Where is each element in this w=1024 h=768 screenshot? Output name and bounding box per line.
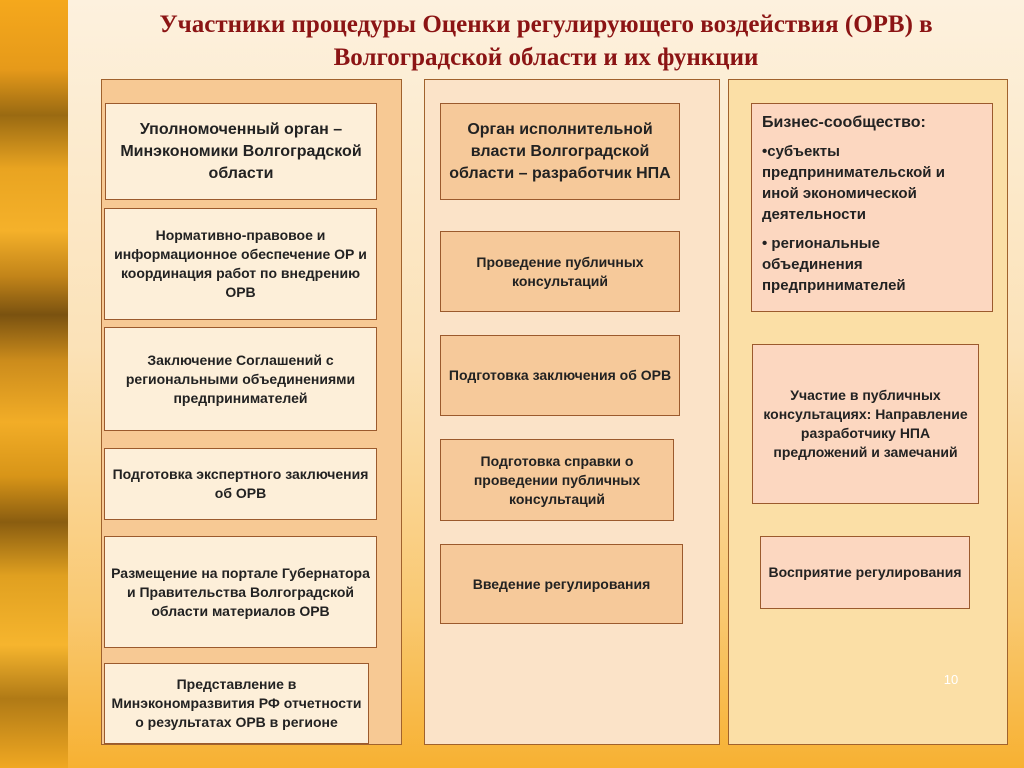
authorized-function-2: Заключение Соглашений с региональными объединениями предпринимателей <box>104 327 377 431</box>
authorized-function-3: Подготовка экспертного заключения об ОРВ <box>104 448 377 520</box>
business-community-header <box>751 103 993 312</box>
business-function-1: Участие в публичных консультациях: Направление разработчику НПА предложений и замечаний <box>752 344 979 504</box>
developer-function-4: Введение регулирования <box>440 544 683 624</box>
slide-title <box>68 8 1024 74</box>
authorized-body-header: Уполномоченный орган – Минэкономики Волгоградской области <box>105 103 377 200</box>
developer-function-1: Проведение публичных консультаций <box>440 231 680 312</box>
developer-header: Орган исполнительной власти Волгоградской области – разработчик НПА <box>440 103 680 200</box>
page-number: 10 <box>943 672 959 687</box>
developer-function-2: Подготовка заключения об ОРВ <box>440 335 680 416</box>
business-function-2: Восприятие регулирования <box>760 536 970 609</box>
business-community-title: Бизнес-сообщество: <box>762 114 926 131</box>
authorized-function-5: Представление в Минэкономразвития РФ отчетности о результатах ОРВ в регионе <box>104 663 369 744</box>
authorized-function-4: Размещение на портале Губернатора и Правительства Волгоградской области материалов ОРВ <box>104 536 377 648</box>
slide-title-line-2: Волгоградской области и их функции <box>333 44 759 71</box>
slide-title-line-1: Участники процедуры Оценки регулирующего воздействия (ОРВ) в <box>159 11 933 38</box>
developer-function-3: Подготовка справки о проведении публичных консультаций <box>440 439 674 521</box>
business-community-item: •субъекты предпринимательской и иной экономической деятельности <box>762 143 945 223</box>
decorative-side-stripe <box>0 0 68 768</box>
business-community-item: • региональные объединения предпринимателей <box>762 235 906 294</box>
authorized-function-1: Нормативно-правовое и информационное обеспечение ОР и координация работ по внедрению ОРВ <box>104 208 377 320</box>
